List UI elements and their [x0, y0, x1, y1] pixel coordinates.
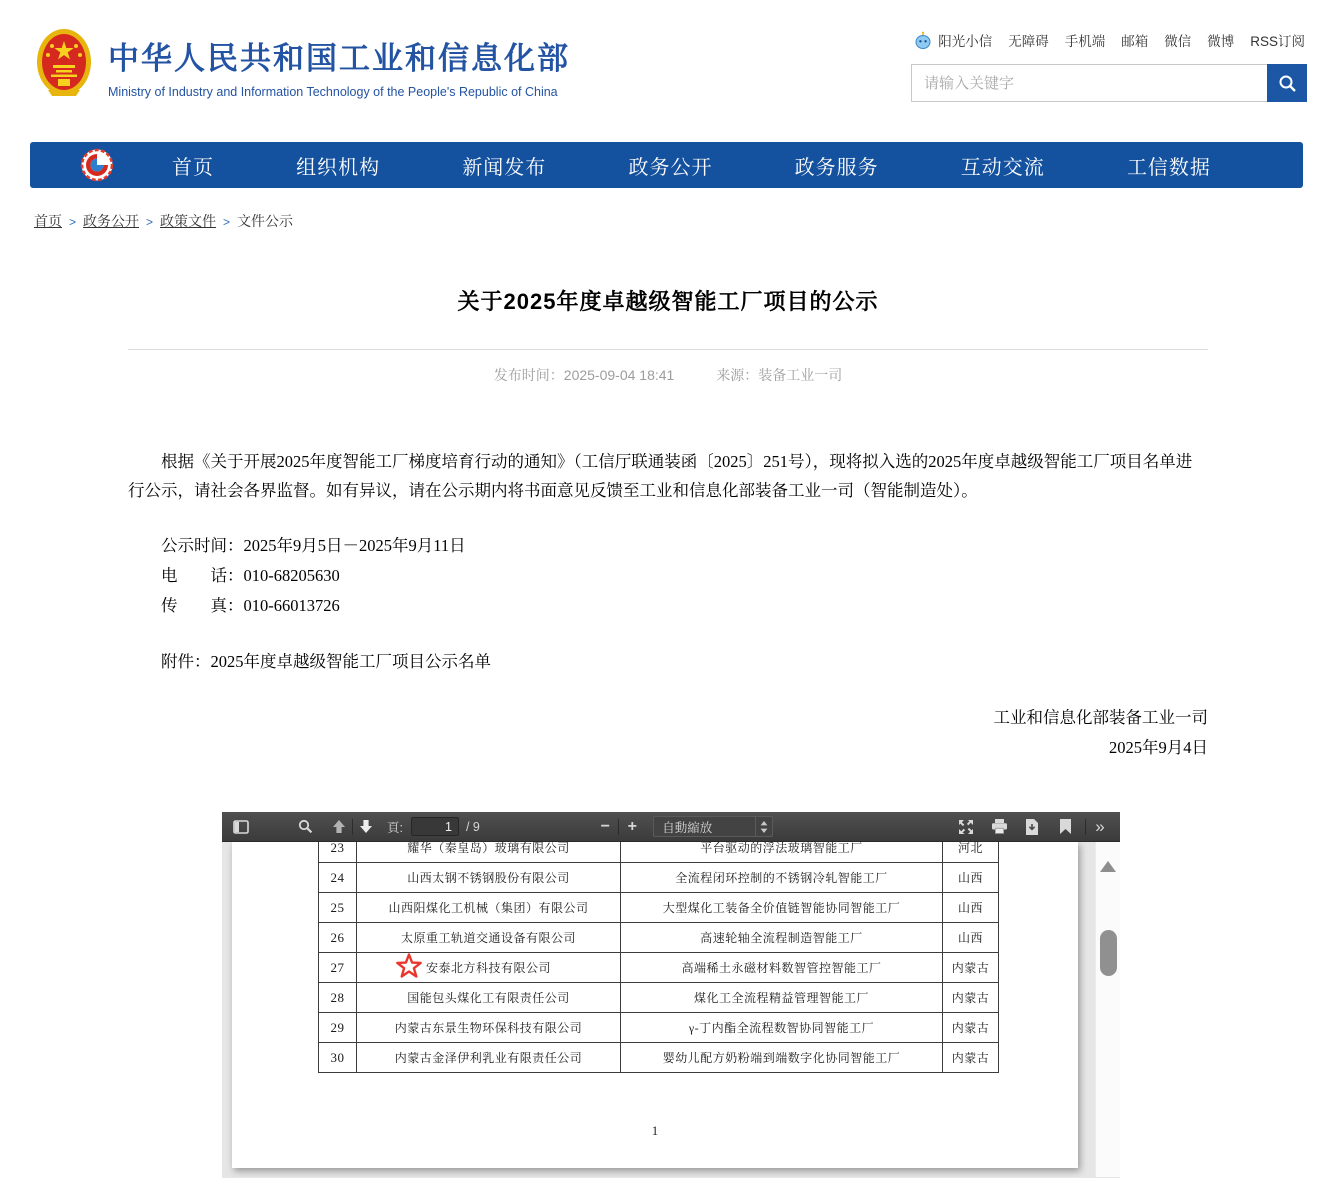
province: 河北 — [943, 842, 999, 863]
project-name: 平台驱动的浮法玻璃智能工厂 — [621, 842, 943, 863]
chevron-double-right-icon: » — [1095, 816, 1103, 836]
topbar-link[interactable]: 无障碍 — [1008, 34, 1049, 49]
row-number: 28 — [319, 983, 357, 1013]
company-name — [357, 1013, 621, 1043]
page-number-input[interactable] — [411, 817, 459, 836]
province: 内蒙古 — [943, 1043, 999, 1073]
info-lines — [128, 531, 1208, 621]
info-line: 传 真：010-66013726 — [161, 596, 340, 615]
company-name — [357, 953, 621, 983]
breadcrumb-separator: > — [146, 215, 154, 229]
project-name: γ-丁内酯全流程数智协同智能工厂 — [621, 1013, 943, 1043]
site-title: 中华人民共和国工业和信息化部 — [108, 40, 570, 76]
pdf-table-body — [319, 842, 999, 1073]
company-name-text: 耀华（秦皇岛）玻璃有限公司 — [407, 842, 570, 855]
breadcrumb-separator: > — [69, 215, 77, 229]
pdf-table — [318, 842, 999, 1073]
table-row — [319, 1043, 999, 1073]
signature-block — [128, 703, 1208, 763]
mascot-icon — [914, 31, 932, 49]
nav-item[interactable]: 组织机构 — [296, 156, 381, 179]
project-name: 婴幼儿配方奶粉端到端数字化协同智能工厂 — [621, 1043, 943, 1073]
topbar-link[interactable]: RSS订阅 — [1250, 34, 1305, 49]
download-button[interactable] — [1019, 815, 1045, 839]
topbar-link[interactable]: 邮箱 — [1121, 34, 1149, 49]
company-name-text: 国能包头煤化工有限责任公司 — [407, 991, 570, 1005]
topbar-links — [914, 30, 1305, 50]
nav-item[interactable]: 政务公开 — [628, 156, 713, 179]
topbar-link[interactable]: 手机端 — [1064, 34, 1106, 49]
row-number: 24 — [319, 863, 357, 893]
print-button[interactable] — [986, 815, 1012, 839]
info-line: 电 话：010-68205630 — [161, 566, 340, 585]
find-icon — [298, 819, 313, 834]
article-source: 来源：装备工业一司 — [716, 367, 843, 383]
signature-department: 工业和信息化部装备工业一司 — [993, 708, 1208, 727]
main-nav — [30, 142, 1303, 188]
miit-logo-icon — [80, 148, 114, 182]
zoom-out-button[interactable] — [592, 815, 618, 839]
presentation-mode-button[interactable] — [953, 815, 979, 839]
attachment-link[interactable]: 附件：2025年度卓越级智能工厂项目公示名单 — [161, 652, 491, 671]
bookmark-icon — [1060, 819, 1071, 834]
nav-item[interactable]: 互动交流 — [960, 156, 1045, 179]
body-paragraph: 根据《关于开展2025年度智能工厂梯度培育行动的通知》（工信厅联通装函〔2025〕251号），现将拟入选的2025年度卓越级智能工厂项目名单进行公示，请社会各界监督。如有异议，请在公示期内将书面意见反馈至工业和信息化部装备工业一司（智能制造处）。 — [128, 452, 1193, 500]
download-icon — [1025, 819, 1039, 835]
company-name-text: 安泰北方科技有限公司 — [425, 961, 551, 975]
topbar-link[interactable]: 阳光小信 — [938, 34, 993, 49]
info-line: 公示时间：2025年9月5日－2025年9月11日 — [161, 536, 466, 555]
nav-item[interactable]: 工信数据 — [1126, 156, 1211, 179]
project-name: 高速轮轴全流程制造智能工厂 — [621, 923, 943, 953]
signature-date: 2025年9月4日 — [1109, 738, 1208, 757]
site-brand — [36, 28, 570, 103]
project-name: 高端稀土永磁材料数智管控智能工厂 — [621, 953, 943, 983]
table-row — [319, 983, 999, 1013]
spinner-icon — [755, 817, 772, 836]
article — [128, 285, 1208, 763]
zoom-out-icon: − — [600, 817, 610, 835]
table-row — [319, 1013, 999, 1043]
article-body — [128, 447, 1208, 763]
row-number: 27 — [319, 953, 357, 983]
company-name-text: 山西太钢不锈钢股份有限公司 — [407, 871, 570, 885]
bookmark-button[interactable] — [1052, 815, 1078, 839]
nav-item[interactable]: 新闻发布 — [462, 156, 547, 179]
nav-item[interactable]: 首页 — [172, 156, 214, 179]
publish-time: 发布时间：2025-09-04 18:41 — [493, 367, 675, 383]
company-name — [357, 923, 621, 953]
pdf-scrollbar[interactable] — [1095, 842, 1120, 1177]
breadcrumb-item[interactable]: 首页 — [34, 213, 62, 229]
scroll-up-arrow-icon[interactable] — [1100, 861, 1116, 872]
site-search — [911, 64, 1307, 102]
nav-items — [114, 151, 1303, 180]
pdf-viewer — [222, 812, 1120, 1178]
breadcrumb-item: 文件公示 — [237, 213, 294, 229]
project-name: 煤化工全流程精益管理智能工厂 — [621, 983, 943, 1013]
company-name-text: 内蒙古金泽伊利乳业有限责任公司 — [394, 1051, 583, 1065]
table-row — [319, 953, 999, 983]
pdf-body — [222, 842, 1120, 1177]
more-tools-button[interactable] — [1086, 815, 1112, 839]
next-page-button[interactable] — [353, 815, 379, 839]
row-number: 30 — [319, 1043, 357, 1073]
nav-item[interactable]: 政务服务 — [794, 156, 879, 179]
fullscreen-icon — [958, 819, 974, 835]
page-label: 頁: — [387, 820, 403, 835]
company-name-text: 内蒙古东景生物环保科技有限公司 — [394, 1021, 583, 1035]
article-meta — [128, 365, 1208, 385]
scrollbar-thumb[interactable] — [1100, 930, 1117, 976]
table-row — [319, 863, 999, 893]
table-row — [319, 923, 999, 953]
province: 内蒙古 — [943, 1013, 999, 1043]
breadcrumb-item[interactable]: 政务公开 — [83, 213, 140, 229]
zoom-select-value: 自動縮放 — [662, 820, 713, 835]
topbar-link[interactable]: 微博 — [1207, 34, 1235, 49]
row-number: 25 — [319, 893, 357, 923]
previous-page-button[interactable] — [326, 815, 352, 839]
row-number: 29 — [319, 1013, 357, 1043]
row-number: 23 — [319, 842, 357, 863]
find-button[interactable] — [292, 815, 318, 839]
zoom-in-button[interactable] — [619, 815, 645, 839]
title-divider — [128, 349, 1208, 350]
province: 山西 — [943, 923, 999, 953]
company-name-text: 山西阳煤化工机械（集团）有限公司 — [388, 901, 589, 915]
zoom-in-icon: + — [627, 817, 637, 835]
sidebar-toggle-icon — [233, 820, 249, 834]
breadcrumb-item[interactable]: 政策文件 — [160, 213, 217, 229]
breadcrumb-separator: > — [223, 215, 231, 229]
search-input[interactable] — [912, 65, 1267, 101]
arrow-down-icon — [358, 819, 374, 834]
topbar-link[interactable]: 微信 — [1164, 34, 1192, 49]
company-name — [357, 863, 621, 893]
company-name — [357, 983, 621, 1013]
pdf-page-number: 1 — [651, 1123, 659, 1138]
national-emblem-icon — [36, 28, 92, 103]
arrow-up-icon — [331, 819, 347, 834]
table-row — [319, 842, 999, 863]
zoom-select[interactable] — [653, 816, 773, 837]
page-title: 关于2025年度卓越级智能工厂项目的公示 — [457, 289, 879, 314]
breadcrumb — [32, 211, 295, 231]
company-name — [357, 1043, 621, 1073]
company-name — [357, 842, 621, 863]
site-subtitle: Ministry of Industry and Information Technology of the People's Republic of China — [108, 84, 558, 99]
province: 内蒙古 — [943, 983, 999, 1013]
search-button[interactable] — [1267, 64, 1307, 102]
pdf-page — [232, 842, 1078, 1168]
province: 山西 — [943, 863, 999, 893]
project-name: 全流程闭环控制的不锈钢冷轧智能工厂 — [621, 863, 943, 893]
table-row — [319, 893, 999, 923]
page-total: / 9 — [465, 819, 480, 834]
sidebar-toggle-button[interactable] — [228, 815, 254, 839]
company-name — [357, 893, 621, 923]
row-number: 26 — [319, 923, 357, 953]
star-annotation-icon — [395, 952, 423, 983]
province: 内蒙古 — [943, 953, 999, 983]
company-name-text: 太原重工轨道交通设备有限公司 — [400, 931, 576, 945]
print-icon — [991, 819, 1008, 834]
pdf-toolbar — [222, 812, 1120, 842]
province: 山西 — [943, 893, 999, 923]
project-name: 大型煤化工装备全价值链智能协同智能工厂 — [621, 893, 943, 923]
search-icon — [1278, 74, 1297, 93]
